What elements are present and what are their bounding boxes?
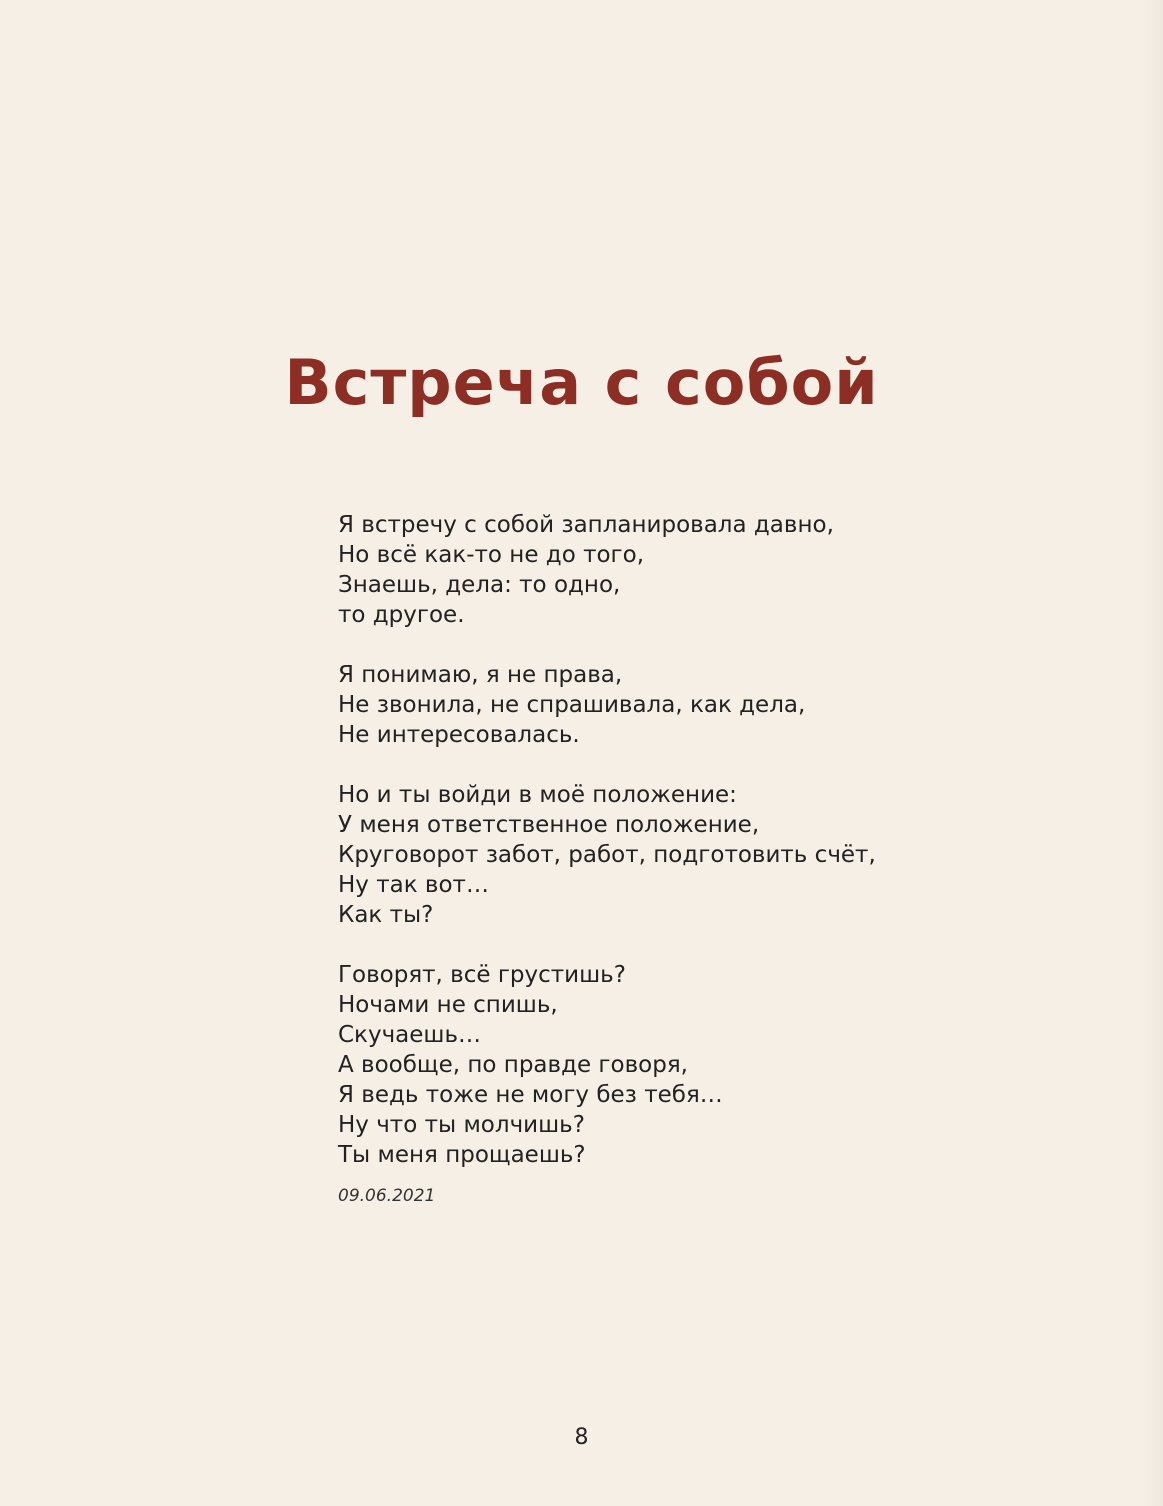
poem-line: то другое. (338, 602, 465, 628)
poem-line: Круговорот забот, работ, подготовить счёт, (338, 842, 876, 868)
poem-line: Не интересовалась. (338, 722, 580, 748)
page-number: 8 (574, 1425, 589, 1450)
poem-line: Как ты? (338, 902, 434, 928)
poem-line: У меня ответственное положение, (338, 812, 760, 838)
poem-line: Но и ты войди в моё положение: (338, 782, 737, 808)
poem-line: Ну так вот… (338, 872, 489, 898)
poem-line: Ночами не спишь, (338, 992, 558, 1018)
poem-line: Ну что ты молчишь? (338, 1112, 585, 1138)
poem-line: Но всё как-то не до того, (338, 542, 645, 568)
poem-line: Я ведь тоже не могу без тебя… (338, 1082, 723, 1108)
stanza-1 (338, 510, 1098, 630)
poem-line: Я понимаю, я не права, (338, 662, 623, 688)
stanza-2 (338, 660, 1098, 750)
poem-line: Не звонила, не спрашивала, как дела, (338, 692, 806, 718)
poem-title: Встреча с собой (284, 346, 879, 419)
page-edge-shade (1143, 0, 1163, 1506)
poem-line: А вообще, по правде говоря, (338, 1052, 688, 1078)
poem-line: Я встречу с собой запланировала давно, (338, 512, 834, 538)
poem-date: 09.06.2021 (338, 1186, 436, 1206)
poem-line: Скучаешь… (338, 1022, 481, 1048)
poem-line: Говорят, всё грустишь? (338, 962, 626, 988)
poem-body (338, 510, 1098, 1208)
poem-line: Знаешь, дела: то одно, (338, 572, 621, 598)
stanza-3 (338, 780, 1098, 930)
stanza-4 (338, 960, 1098, 1170)
poem-line: Ты меня прощаешь? (338, 1142, 586, 1168)
